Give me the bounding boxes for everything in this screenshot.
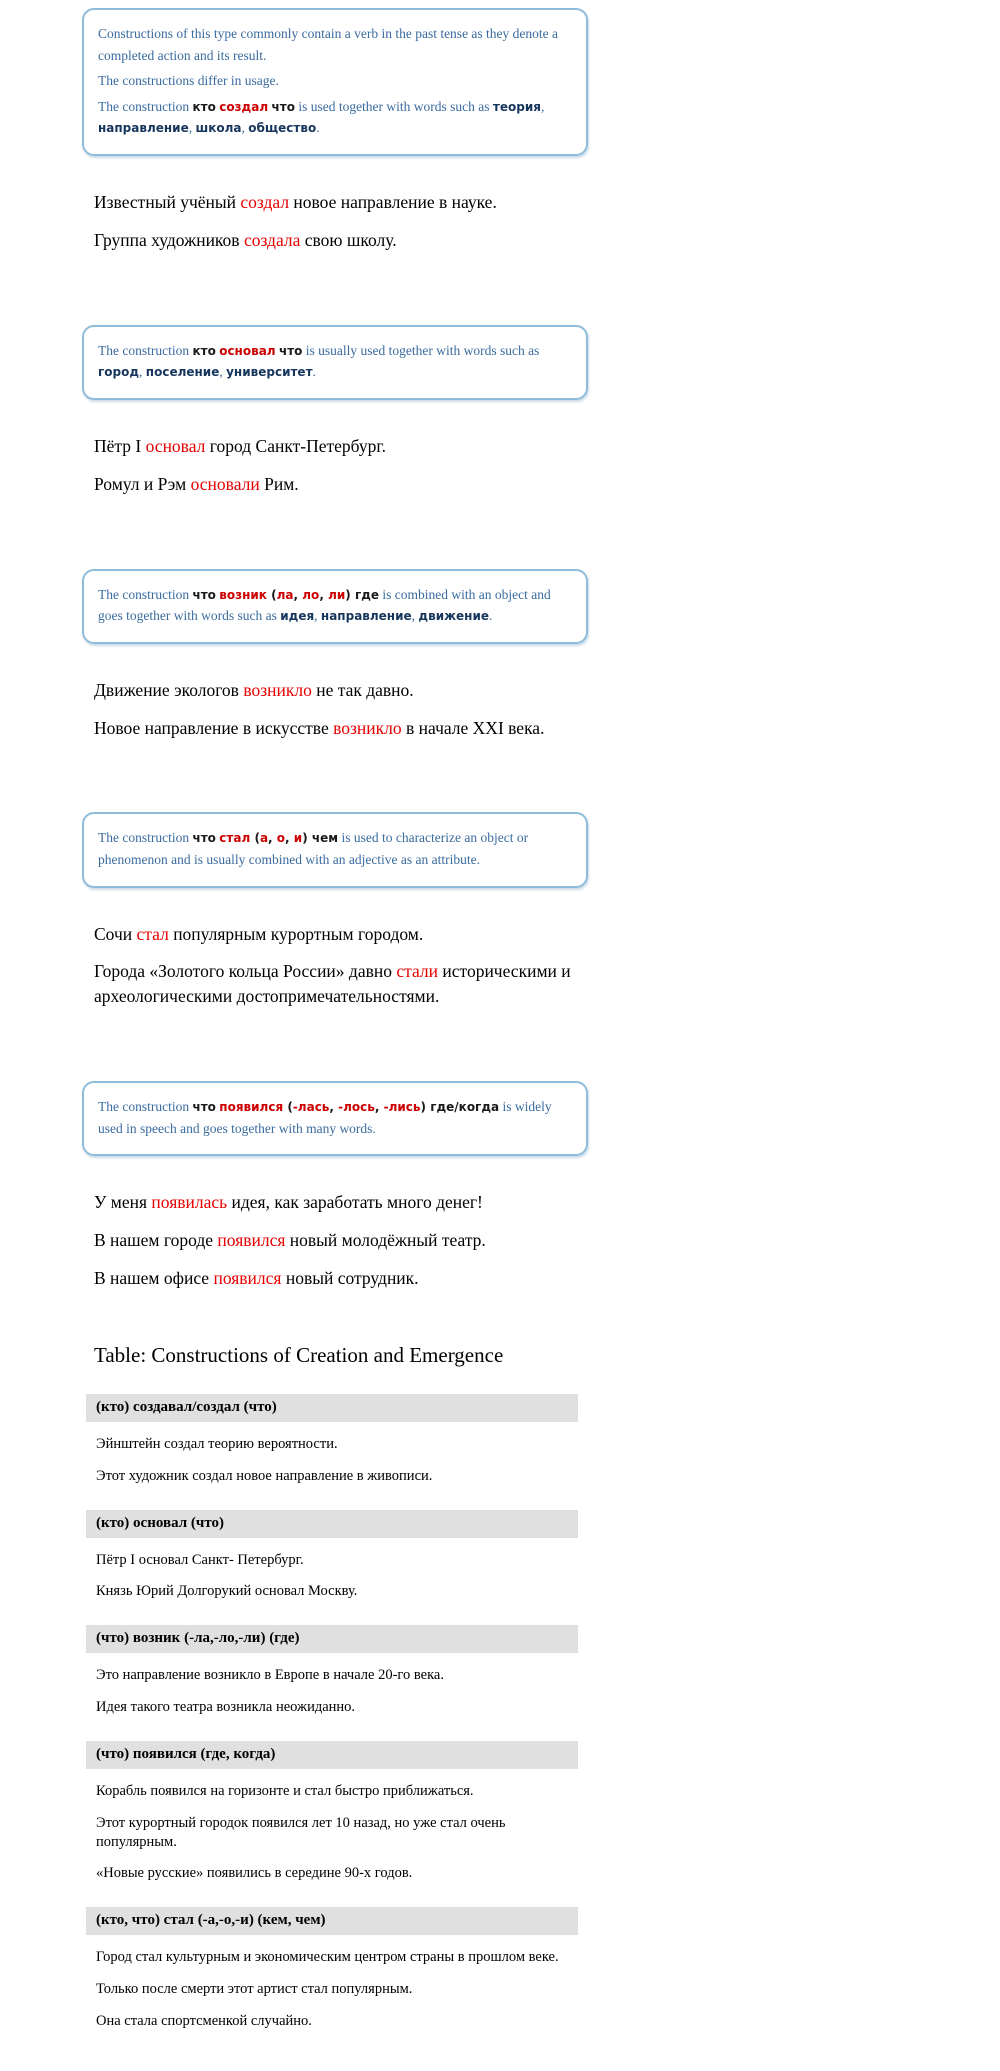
text-span: The construction xyxy=(98,342,193,358)
text-span: , xyxy=(540,98,545,114)
grammar-sections xyxy=(82,8,682,1291)
grammar-section xyxy=(82,325,682,497)
table-section-header: (кто) основал (что) xyxy=(86,1510,578,1538)
highlighted-verb: возникло xyxy=(333,717,402,738)
table-section-header: (что) появился (где, когда) xyxy=(86,1741,578,1769)
text-span: . xyxy=(316,120,320,136)
text-span: , xyxy=(293,587,303,602)
text-span: is combined with an object and goes together with words such as xyxy=(98,586,551,624)
text-span: Известный учёный xyxy=(94,191,241,212)
text-span: The construction xyxy=(98,586,193,602)
text-span: что xyxy=(271,99,295,114)
note-paragraph xyxy=(98,70,572,92)
text-span: направление xyxy=(320,609,412,624)
text-span: , xyxy=(268,831,277,846)
highlighted-verb: появился xyxy=(219,1100,284,1115)
example-sentence xyxy=(94,1266,594,1291)
text-span: ( xyxy=(283,1100,293,1115)
example-sentence xyxy=(94,434,594,459)
text-span: новый молодёжный театр. xyxy=(285,1230,486,1251)
example-group xyxy=(94,678,594,741)
text-span: is widely used in speech and goes together with many words. xyxy=(98,1099,552,1136)
highlighted-verb: стали xyxy=(396,961,439,982)
text-span: The construction xyxy=(98,830,193,846)
grammar-note-box xyxy=(82,1081,588,1156)
grammar-section xyxy=(82,8,682,253)
text-span: общество xyxy=(248,121,317,136)
table-example-row: Этот курортный городок появился лет 10 назад, но уже стал очень популярным. xyxy=(96,1814,506,1850)
highlighted-verb: появился xyxy=(213,1268,282,1288)
highlighted-verb: создал xyxy=(240,191,290,212)
table-example-row: Корабль появился на горизонте и стал быстро приближаться. xyxy=(96,1782,474,1799)
grammar-section xyxy=(82,1081,682,1291)
highlighted-verb: основал xyxy=(145,435,206,456)
example-sentence xyxy=(94,716,594,741)
highlighted-verb: основали xyxy=(190,473,260,494)
text-span: город Санкт-Петербург. xyxy=(205,435,386,456)
text-span: город xyxy=(98,365,140,380)
highlighted-verb: и xyxy=(293,831,303,846)
highlighted-verb: появилась xyxy=(151,1192,228,1213)
text-span: что xyxy=(192,587,216,602)
highlighted-verb: ла xyxy=(276,587,294,602)
text-span: что xyxy=(192,1100,216,1115)
text-span: , xyxy=(285,831,294,846)
text-span: университет xyxy=(226,365,313,380)
note-paragraph xyxy=(98,827,572,870)
example-sentence xyxy=(94,228,594,253)
note-paragraph xyxy=(98,340,572,383)
table-example-row: Она стала спортсменкой случайно. xyxy=(96,2012,312,2029)
text-span: Сочи xyxy=(94,923,137,944)
highlighted-verb: основал xyxy=(219,343,276,358)
highlighted-verb: -лось xyxy=(338,1100,375,1115)
text-span: что xyxy=(278,343,303,358)
text-span: ( xyxy=(266,587,277,602)
text-span: is used together with words such as xyxy=(294,98,493,114)
text-span: The construction xyxy=(98,1099,193,1115)
table-example-row: Пётр I основал Санкт- Петербург. xyxy=(96,1551,304,1568)
grammar-section xyxy=(82,569,682,741)
example-sentence xyxy=(94,678,594,703)
text-span: где xyxy=(354,587,380,602)
text-span: ) xyxy=(420,1100,431,1115)
text-span: , xyxy=(241,120,249,136)
highlighted-verb: возникло xyxy=(243,679,312,700)
text-span: Пётр I xyxy=(94,435,146,456)
highlighted-verb: -лись xyxy=(383,1100,421,1115)
text-span: Рим. xyxy=(259,473,299,494)
text-span: , xyxy=(188,120,196,136)
table-example-row: «Новые русские» появились в середине 90-х годов. xyxy=(96,1865,413,1882)
text-span: , xyxy=(319,587,329,602)
text-span: популярным курортным городом. xyxy=(168,923,424,944)
text-span: школа xyxy=(195,121,242,136)
text-span: направление xyxy=(98,121,189,136)
table-example-row: Идея такого театра возникла неожиданно. xyxy=(96,1699,356,1716)
text-span: is used to characterize an object or phenomenon and is usually combined with an adjective as an attribute. xyxy=(98,830,529,867)
text-span: ) xyxy=(302,831,312,846)
text-span: новый сотрудник. xyxy=(281,1268,419,1288)
text-span: кто xyxy=(192,343,216,358)
note-paragraph xyxy=(98,1096,572,1139)
highlighted-verb: возник xyxy=(219,587,267,602)
text-span: Группа художников xyxy=(94,229,244,250)
text-span: кто xyxy=(192,99,216,114)
text-span: теория xyxy=(492,99,541,114)
example-group xyxy=(94,190,594,253)
text-span: движение xyxy=(418,609,490,624)
grammar-section xyxy=(82,812,682,1009)
text-span: идея, как заработать много денег! xyxy=(227,1192,483,1213)
table-section-header: (кто, что) стал (-а,-о,-и) (кем, чем) xyxy=(86,1907,578,1935)
text-span: историческими и археологическими достопримечательностями. xyxy=(94,961,571,1007)
table-example-row: Князь Юрий Долгорукий основал Москву. xyxy=(96,1583,358,1600)
grammar-note-box xyxy=(82,569,588,644)
note-paragraph xyxy=(98,96,572,139)
text-span: , xyxy=(374,1100,384,1115)
text-span: The constructions differ in usage. xyxy=(98,73,279,89)
highlighted-verb: -лась xyxy=(292,1100,330,1115)
table-example-row: Город стал культурным и экономическим центром страны в прошлом веке. xyxy=(96,1949,559,1966)
text-span: Города «Золотого кольца России» давно xyxy=(94,961,397,982)
highlighted-verb: о xyxy=(276,831,286,846)
text-span: где/когда xyxy=(430,1100,500,1115)
text-span: идея xyxy=(280,609,315,624)
highlighted-verb: создала xyxy=(243,229,301,250)
example-sentence xyxy=(94,922,594,947)
text-span: Движение экологов xyxy=(94,679,244,700)
text-span: The construction xyxy=(98,98,193,114)
note-paragraph xyxy=(98,23,572,66)
text-span: ( xyxy=(250,831,260,846)
text-span: В нашем офисе xyxy=(94,1268,214,1288)
table-example-row: Этот художник создал новое направление в живописи. xyxy=(96,1467,433,1484)
text-span: ) xyxy=(345,587,355,602)
table-section-header: (что) возник (-ла,-ло,-ли) (где) xyxy=(86,1625,578,1653)
table-example-row: Только после смерти этот артист стал популярным. xyxy=(96,1981,413,1998)
table-section-header: (кто) создавал/создал (что) xyxy=(86,1394,578,1422)
text-span: Constructions of this type commonly contain a verb in the past tense as they denote a completed action and its result. xyxy=(98,26,559,63)
text-span: что xyxy=(192,831,216,846)
text-span: , xyxy=(219,364,227,380)
highlighted-verb: стал xyxy=(136,923,169,944)
constructions-table xyxy=(86,1394,578,2031)
table-example-row: Эйнштейн создал теорию вероятности. xyxy=(96,1435,338,1452)
text-span: . xyxy=(489,608,493,624)
text-span: , xyxy=(314,608,321,624)
highlighted-verb: стал xyxy=(219,831,251,846)
text-span: Новое направление в искусстве xyxy=(94,717,334,738)
example-group xyxy=(94,434,594,497)
text-span: новое направление в науке. xyxy=(289,191,497,212)
text-span: поселение xyxy=(145,365,220,380)
highlighted-verb: ло xyxy=(302,587,320,602)
table-title: Table: Constructions of Creation and Emergence xyxy=(94,1342,504,1367)
text-span: У меня xyxy=(94,1192,152,1213)
grammar-note-box xyxy=(82,325,588,400)
example-sentence xyxy=(94,190,594,215)
text-span: . xyxy=(312,364,316,380)
text-span: в начале XXI века. xyxy=(401,717,545,738)
example-group xyxy=(94,1190,594,1291)
highlighted-verb: создал xyxy=(219,99,269,114)
example-sentence xyxy=(94,472,594,497)
text-span: , xyxy=(411,608,419,624)
grammar-note-box xyxy=(82,812,588,887)
text-span: is usually used together with words such as xyxy=(302,342,540,358)
text-span: свою школу. xyxy=(300,229,397,250)
example-group xyxy=(94,922,594,1010)
text-span: , xyxy=(139,364,146,380)
example-sentence xyxy=(94,1228,594,1253)
text-span: не так давно. xyxy=(311,679,414,700)
text-span: Ромул и Рэм xyxy=(94,473,191,494)
note-paragraph xyxy=(98,584,572,627)
example-sentence xyxy=(94,1190,594,1215)
grammar-note-box xyxy=(82,8,588,156)
highlighted-verb: ли xyxy=(328,587,346,602)
text-span: В нашем городе xyxy=(94,1230,218,1251)
example-sentence xyxy=(94,959,594,1009)
text-span: чем xyxy=(311,831,339,846)
highlighted-verb: а xyxy=(259,831,269,846)
text-span: , xyxy=(329,1100,339,1115)
table-example-row: Это направление возникло в Европе в начале 20-го века. xyxy=(96,1667,444,1684)
highlighted-verb: появился xyxy=(217,1230,286,1251)
